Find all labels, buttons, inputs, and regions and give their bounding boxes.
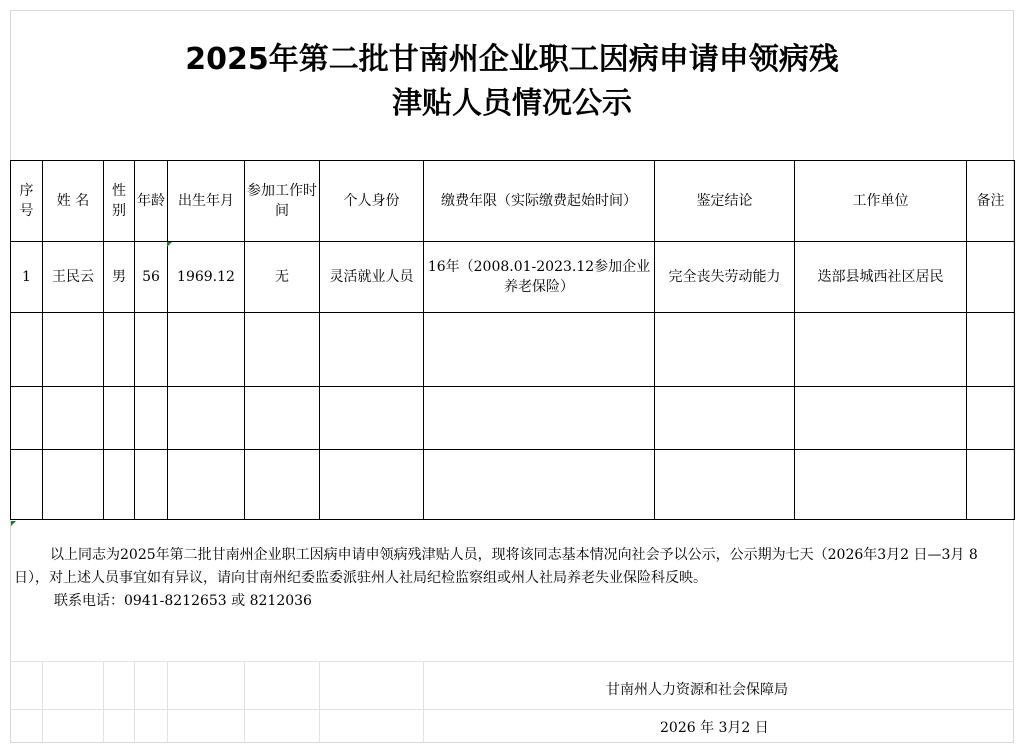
title-line-2: 津贴人员情况公示 [392, 86, 632, 121]
empty-grid-area [10, 661, 1014, 743]
notice-text [14, 544, 1010, 613]
cell-gender: 男 [104, 242, 135, 313]
header-work-start: 参加工作时间 [245, 161, 320, 242]
header-name: 姓 名 [43, 161, 104, 242]
header-gender: 性别 [104, 161, 135, 242]
cell-work-start: 无 [245, 242, 320, 313]
title-line-1: 2025年第二批甘南州企业职工因病申请申领病残 [185, 42, 839, 77]
cell-remark [967, 242, 1015, 313]
notice-paragraph: 以上同志为2025年第二批甘南州企业职工因病申请申领病残津贴人员，现将该同志基本情况向社会予以公示，公示期为七天（2026年3月2 日—3月 8 日），对上述人员事宜如有异议，请向甘南州纪委监委派驻州人社局纪检监察组或州人社局养老失业保险科反映。 [14, 547, 978, 586]
contact-phone: 联系电话：0941-8212653 或 8212036 [54, 593, 312, 609]
issue-date: 2026 年 3月2 日 [660, 720, 769, 736]
cell-comment-marker [11, 521, 16, 526]
header-birth: 出生年月 [168, 161, 245, 242]
header-contribution-years: 缴费年限（实际缴费起始时间） [424, 161, 655, 242]
cell-age: 56 [135, 242, 168, 313]
header-conclusion: 鉴定结论 [655, 161, 795, 242]
table-row [11, 242, 1015, 313]
empty-row [11, 313, 1015, 387]
empty-row [11, 387, 1015, 450]
cell-name: 王民云 [43, 242, 104, 313]
cell-identity: 灵活就业人员 [320, 242, 424, 313]
cell-employer: 迭部县城西社区居民 [795, 242, 967, 313]
header-identity: 个人身份 [320, 161, 424, 242]
cell-contribution-years: 16年（2008.01-2023.12参加企业养老保险） [424, 242, 655, 313]
table-header-row [11, 161, 1015, 242]
cell-birth: 1969.12 [168, 242, 245, 313]
header-employer: 工作单位 [795, 161, 967, 242]
header-index: 序号 [11, 161, 43, 242]
cell-comment-marker [167, 242, 172, 247]
page-title [0, 38, 1024, 126]
cell-index: 1 [11, 242, 43, 313]
header-remark: 备注 [967, 161, 1015, 242]
header-age: 年龄 [135, 161, 168, 242]
empty-row [11, 450, 1015, 520]
cell-conclusion: 完全丧失劳动能力 [655, 242, 795, 313]
issuing-organization: 甘南州人力资源和社会保障局 [606, 682, 788, 698]
announcement-table [10, 160, 1015, 520]
